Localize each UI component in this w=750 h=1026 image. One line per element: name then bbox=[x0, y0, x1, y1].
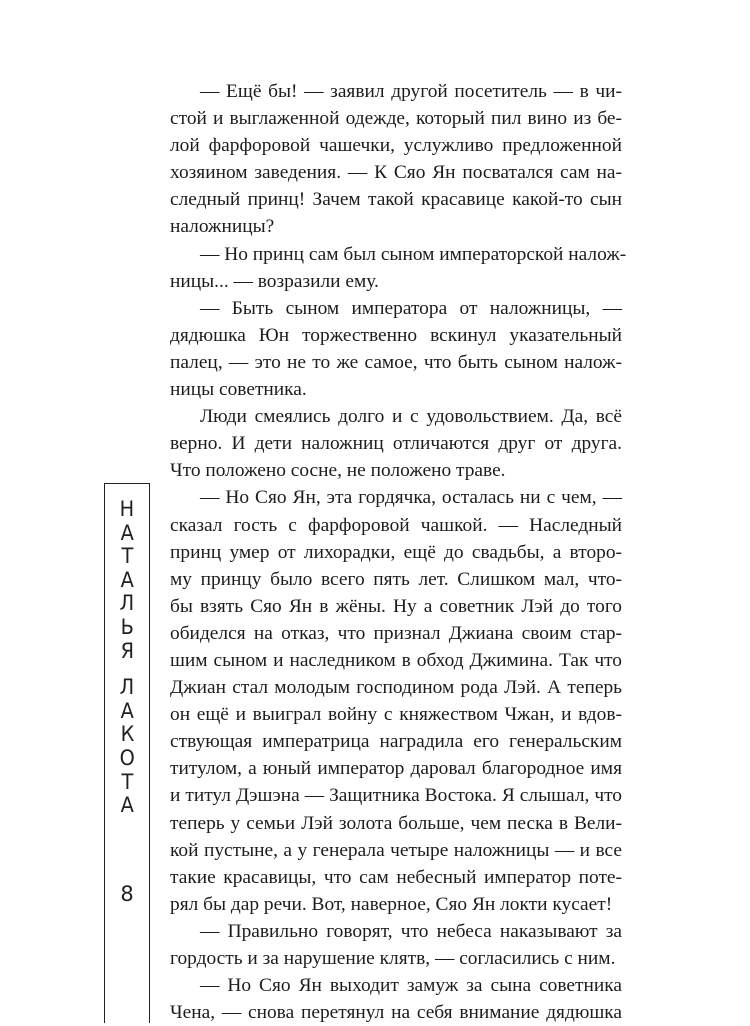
text-line: верно. И дети наложниц отличаются друг от друга. bbox=[170, 433, 622, 455]
author-first-letter: Я bbox=[120, 638, 134, 663]
paragraph-6 bbox=[170, 918, 622, 972]
text-line: гордость и за нарушение клятв, — согласились с ним. bbox=[170, 948, 616, 969]
body-text bbox=[170, 78, 627, 1026]
text-line: сказал гость с фарфоровой чашкой. — Наследный bbox=[170, 514, 622, 536]
text-line: лой фарфоровой чашечки, услужливо предложенной bbox=[170, 135, 622, 157]
text-line: ницы... — возразили ему. bbox=[170, 270, 379, 292]
text-line: стой и выглаженной одежде, который пил вино из бе- bbox=[170, 108, 622, 130]
author-last-letter: Т bbox=[121, 769, 133, 794]
text-line: наложницы? bbox=[170, 216, 275, 238]
paragraph-7 bbox=[170, 972, 622, 1026]
text-line: обиделся на отказ, что признал Джиана своим стар- bbox=[170, 622, 622, 644]
text-line: — Ещё бы! — заявил другой посетитель — в чи- bbox=[200, 81, 622, 102]
author-first-letter: А bbox=[120, 567, 134, 592]
author-name-vertical bbox=[105, 498, 149, 818]
author-last-letter: К bbox=[120, 722, 134, 747]
text-line: — Но Сяо Ян, эта гордячка, осталась ни с чем, — bbox=[200, 487, 622, 509]
margin-frame bbox=[104, 483, 150, 1023]
text-line: следный принц! Зачем такой красавице какой-то сын bbox=[170, 189, 622, 211]
text-line: Что положено сосне, не положено траве. bbox=[170, 460, 506, 482]
text-line: — Быть сыном императора от наложницы, — bbox=[200, 297, 622, 319]
paragraph-4 bbox=[170, 403, 622, 484]
text-line: хозяином заведения. — К Сяо Ян посватался сам на- bbox=[170, 162, 622, 184]
text-line: — Но принц сам был сыном императорской налож- bbox=[200, 243, 627, 265]
author-first-letter: А bbox=[120, 520, 134, 545]
paragraph-5 bbox=[170, 484, 622, 918]
text-line: — Но Сяо Ян выходит замуж за сына советника bbox=[200, 975, 622, 997]
text-line: и титул Дэшэна — Защитника Востока. Я слышал, что bbox=[170, 785, 622, 807]
text-line: бы взять Сяо Ян в жёны. Ну а советник Лэй до того bbox=[170, 595, 622, 617]
paragraph-2 bbox=[170, 241, 627, 295]
text-line: Люди смеялись долго и с удовольствием. Да, всё bbox=[200, 406, 622, 428]
author-first-letter: Т bbox=[121, 544, 133, 569]
author-last-letter: О bbox=[119, 745, 135, 770]
text-line: он ещё и выиграл войну с княжеством Чжан, и вдов- bbox=[170, 704, 622, 726]
author-first-letter: Н bbox=[119, 497, 135, 521]
page-number: 8 bbox=[120, 882, 134, 906]
paragraph-3 bbox=[170, 295, 622, 403]
text-line: кой пустыне, а у генерала четыре наложницы — и все bbox=[170, 839, 622, 861]
author-last-letter: А bbox=[120, 698, 134, 723]
text-line: рял бы дар речи. Вот, наверное, Сяо Ян локти кусает! bbox=[170, 893, 613, 915]
author-last-letter: Л bbox=[119, 675, 135, 700]
text-line: — Правильно говорят, что небеса наказывают за bbox=[200, 920, 622, 942]
text-line: Чена, — снова перетянул на себя внимание дядюшка bbox=[170, 1002, 622, 1024]
text-line: палец, — это не то же самое, что быть сыном налож- bbox=[170, 351, 622, 373]
text-line: дядюшка Юн торжественно вскинул указательный bbox=[170, 324, 622, 346]
author-last-letter: А bbox=[120, 793, 134, 818]
text-line: шим сыном и наследником в обход Джимина. Так что bbox=[170, 649, 622, 671]
author-first-letter: Ь bbox=[120, 614, 134, 639]
text-line: титулом, а юный император даровал благородное имя bbox=[170, 758, 622, 780]
text-line: такие красавицы, что сам небесный император поте- bbox=[170, 866, 622, 888]
author-first-letter: Л bbox=[119, 591, 135, 616]
text-line: Джиан стал молодым господином рода Лэй. А теперь bbox=[170, 677, 622, 699]
text-line: принц умер от лихорадки, ещё до свадьбы, а второ- bbox=[170, 541, 622, 563]
paragraph-1 bbox=[170, 78, 622, 241]
text-line: ницы советника. bbox=[170, 379, 307, 401]
text-line: ствующая императрица наградила его генеральским bbox=[170, 731, 622, 753]
text-line: теперь у семьи Лэй золота больше, чем песка в Вели- bbox=[170, 812, 622, 834]
text-line: му принцу было всего пять лет. Слишком мал, что- bbox=[170, 568, 622, 590]
